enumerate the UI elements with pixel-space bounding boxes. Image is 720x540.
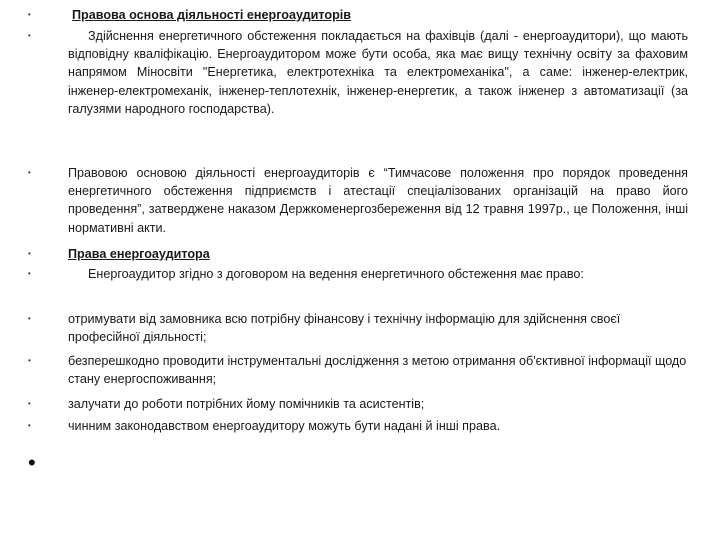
paragraph-legal-basis: Правовою основою діяльності енергоаудиторів є “Тимчасове положення про порядок проведення енергетичного обстеження підприємств і атестації спеціалізованих організацій на право його проведення”, затверджене наказом Держкоменергозбереження від 12 травня 1997р., це Положення, інші нормативні акти. — [68, 166, 688, 235]
bullet: • — [28, 168, 31, 177]
right-instrumental-research: безперешкодно проводити інструментальні дослідження з метою отримання об'єктивної інформації щодо стану енергоспоживання; — [68, 354, 687, 387]
bullet: • — [28, 314, 31, 323]
section-title-rights: Права енергоаудитора — [68, 247, 210, 261]
bullet: • — [28, 31, 31, 40]
paragraph-energy-auditors: Здійснення енергетичного обстеження покладається на фахівців (далі - енергоаудитори), що мають відповідну кваліфікацію. Енергоаудитором може бути особа, яка має вищу технічну освіту за фаховим напрямом Міносвіти "Енергетика, електротехніка та електромеханіка", а саме: інженер-електрик, інженер-електромеханік, інженер-теплотехнік, інженер-енергетик, а також інженер з автоматизації (за галузями народного господарства). — [68, 29, 688, 116]
bullet: • — [28, 356, 31, 365]
section-title-legal-basis: Правова основа діяльності енергоаудиторів — [72, 8, 352, 22]
paragraph-rights-intro: Енергоаудитор згідно з договором на ведення енергетичного обстеження має право: — [88, 267, 584, 281]
right-assistants: залучати до роботи потрібних йому помічників та асистентів; — [68, 397, 425, 411]
bullet: • — [28, 10, 31, 19]
empty-bullet: • — [28, 450, 36, 475]
bullet: • — [28, 269, 31, 278]
bullet: • — [28, 421, 31, 430]
bullet: • — [28, 249, 31, 258]
right-financial-info: отримувати від замовника всю потрібну фінансову і технічну інформацію для здійснення своєї професійної діяльності; — [68, 312, 621, 345]
bullet: • — [28, 399, 31, 408]
right-other: чинним законодавством енергоаудитору можуть бути надані й інші права. — [68, 419, 501, 433]
